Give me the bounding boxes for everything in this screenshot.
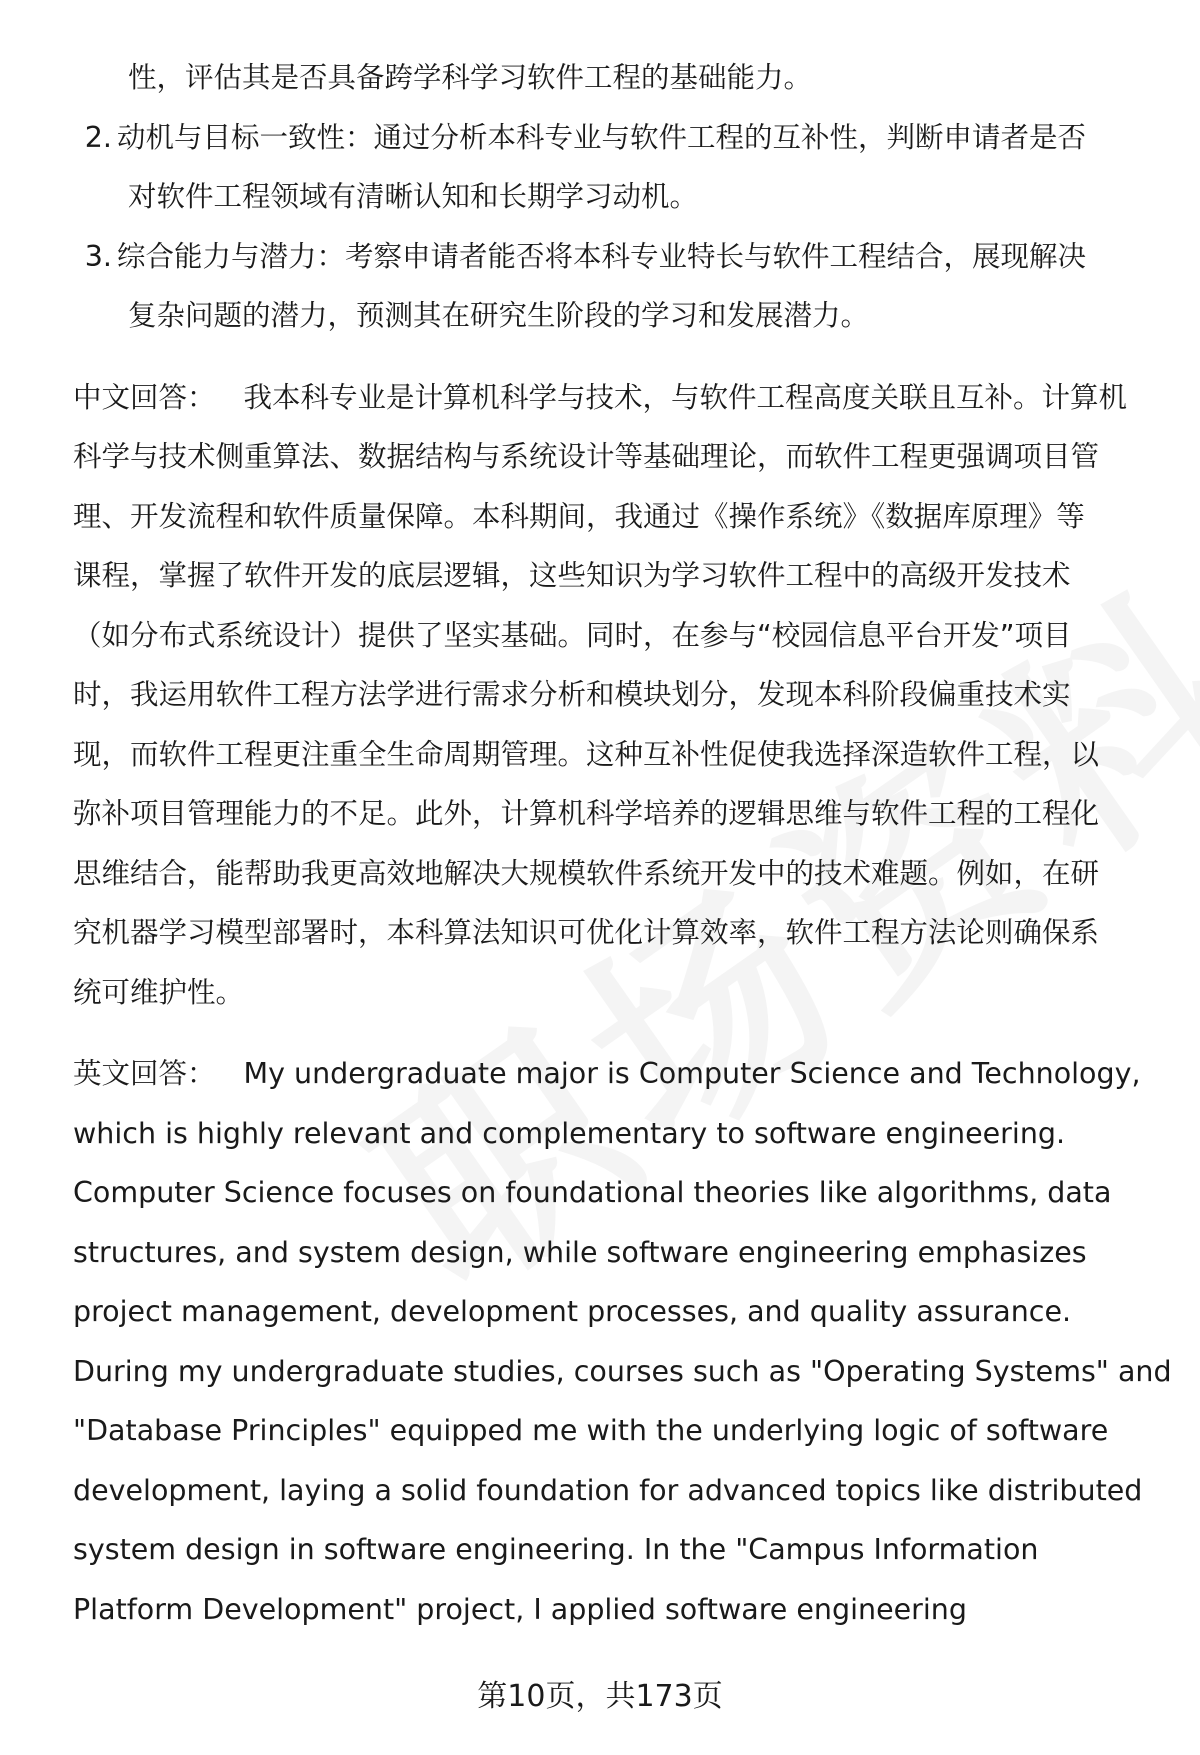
paragraph-line: （如分布式系统设计）提供了坚实基础。同时，在参与“校园信息平台开发”项目	[73, 618, 1072, 652]
english-answer-paragraph	[73, 1044, 1172, 1639]
criteria-text-line: 动机与目标一致性：通过分析本科专业与软件工程的互补性，判断申请者是否	[117, 120, 1087, 154]
criteria-text-line: 复杂问题的潜力，预测其在研究生阶段的学习和发展潜力。	[128, 299, 870, 332]
document-content	[73, 48, 1172, 1639]
chinese-answer-paragraph	[73, 368, 1163, 1023]
paragraph-line: system design in software engineering. In the "Campus Information	[73, 1533, 1039, 1566]
list-number: 3.	[84, 239, 112, 273]
paragraph-line: structures, and system design, while software engineering emphasizes	[73, 1235, 1087, 1269]
paragraph-line: which is highly relevant and complementary to software engineering.	[73, 1116, 1066, 1150]
paragraph-line: 理、开发流程和软件质量保障。本科期间，我通过《操作系统》《数据库原理》等	[73, 499, 1085, 533]
criteria-item-2	[73, 108, 1163, 227]
paragraph-line: 现，而软件工程更注重全生命周期管理。这种互补性促使我选择深造软件工程，以	[73, 737, 1100, 771]
criteria-text-line: 对软件工程领域有清晰认知和长期学习动机。	[128, 180, 699, 213]
page-number: 第10页，共173页	[477, 1679, 723, 1714]
criteria-continuation-line: 性，评估其是否具备跨学科学习软件工程的基础能力。	[128, 61, 813, 94]
paragraph-line: project management, development processes, and quality assurance.	[73, 1295, 1072, 1328]
english-answer-label: 英文回答：	[73, 1057, 216, 1090]
paragraph-line: Computer Science focuses on foundational theories like algorithms, data	[73, 1176, 1112, 1209]
criteria-text-line: 综合能力与潜力：考察申请者能否将本科专业特长与软件工程结合，展现解决	[117, 239, 1087, 273]
paragraph-line: 究机器学习模型部署时，本科算法知识可优化计算效率，软件工程方法论则确保系	[73, 916, 1100, 949]
paragraph-line: 时，我运用软件工程方法学进行需求分析和模块划分，发现本科阶段偏重技术实	[73, 678, 1071, 711]
paragraph-line: Platform Development" project, I applied software engineering	[73, 1592, 967, 1626]
paragraph-line: 我本科专业是计算机科学与技术，与软件工程高度关联且互补。计算机	[243, 380, 1128, 414]
criteria-item-3	[73, 227, 1163, 346]
paragraph-line: 课程，掌握了软件开发的底层逻辑，这些知识为学习软件工程中的高级开发技术	[73, 559, 1071, 592]
list-number: 2.	[84, 120, 112, 154]
paragraph-line: "Database Principles" equipped me with the underlying logic of software	[73, 1414, 1109, 1447]
paragraph-line: 统可维护性。	[73, 975, 245, 1009]
paragraph-line: During my undergraduate studies, courses such as "Operating Systems" and	[73, 1354, 1172, 1388]
paragraph-line: 思维结合，能帮助我更高效地解决大规模软件系统开发中的技术难题。例如，在研	[73, 856, 1100, 890]
page-footer	[0, 1672, 1200, 1722]
paragraph-line: development, laying a solid foundation for advanced topics like distributed	[73, 1473, 1143, 1507]
paragraph-line: My undergraduate major is Computer Science and Technology,	[243, 1057, 1141, 1090]
paragraph-line: 科学与技术侧重算法、数据结构与系统设计等基础理论，而软件工程更强调项目管	[73, 440, 1100, 473]
chinese-answer-label: 中文回答：	[73, 380, 216, 414]
paragraph-line: 弥补项目管理能力的不足。此外，计算机科学培养的逻辑思维与软件工程的工程化	[73, 797, 1100, 830]
